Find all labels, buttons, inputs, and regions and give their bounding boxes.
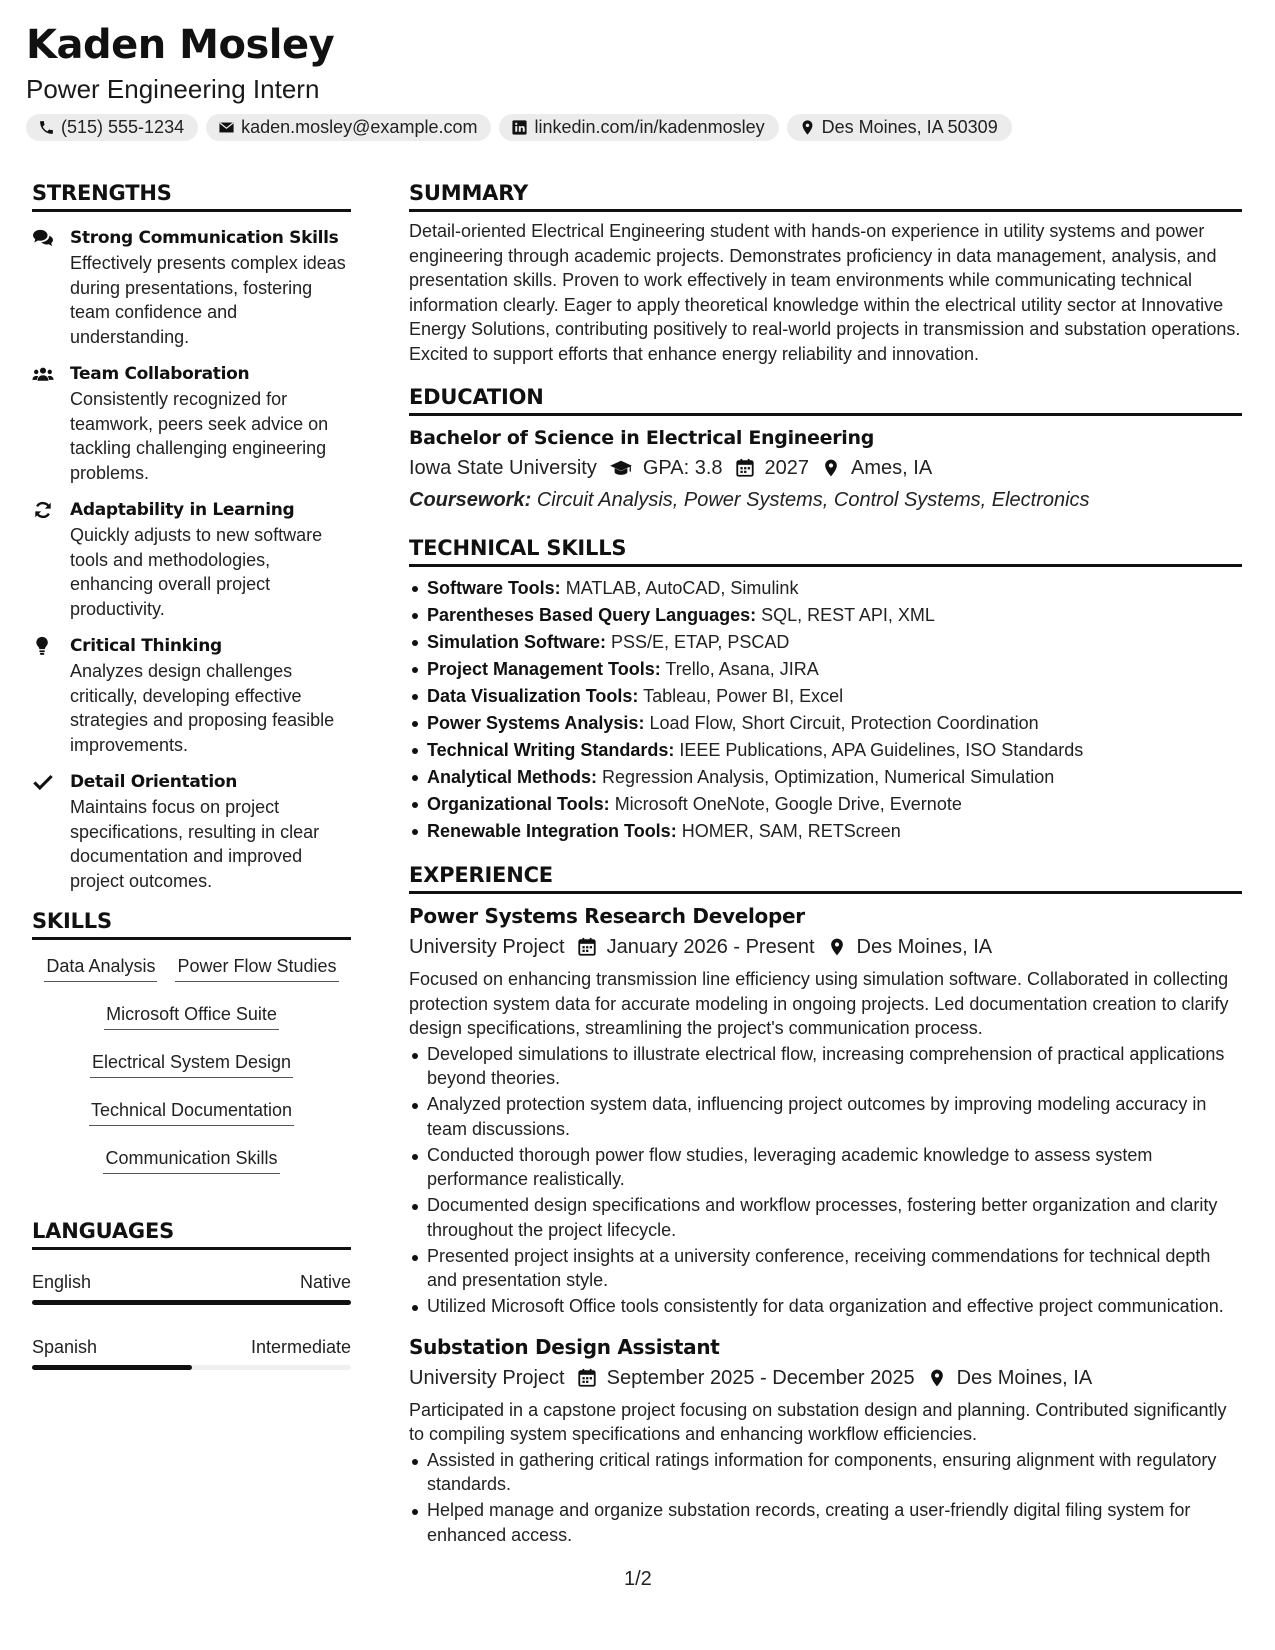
list-item	[409, 683, 1242, 710]
skill-tag: Microsoft Office Suite	[104, 1002, 279, 1030]
job-description: Focused on enhancing transmission line efficiency using simulation software. Collaborated in collecting protection system data for accurate modeling in ongoing projects. Led documentation creation to clarify design specifications, streamlining the project's communication process.	[409, 969, 1229, 1038]
contact-email[interactable]	[206, 114, 491, 141]
education-location: Ames, IA	[851, 457, 933, 479]
contact-location[interactable]	[787, 114, 1012, 141]
skill-category: Renewable Integration Tools:	[427, 821, 677, 841]
lightbulb-icon	[32, 636, 54, 656]
language-level: Native	[299, 1272, 351, 1292]
job-description: Participated in a capstone project focusing on substation design and planning. Contributed significantly to compiling system specifications and enhancing workflow efficiencies.	[409, 1399, 1227, 1444]
language-name: Spanish	[32, 1337, 98, 1357]
technical-skills-heading: TECHNICAL SKILLS	[409, 535, 1242, 567]
right-column	[409, 180, 1242, 1549]
job-location: Des Moines, IA	[956, 1366, 1093, 1389]
skill-category: Organizational Tools:	[427, 794, 610, 814]
list-item	[409, 764, 1242, 791]
list-item: Conducted thorough power flow studies, leveraging academic knowledge to assess system performance realistically.	[409, 1143, 1242, 1192]
skill-tag: Power Flow Studies	[175, 954, 338, 982]
strength-title: Critical Thinking	[70, 636, 222, 656]
experience-entry	[409, 1333, 1242, 1548]
skill-category: Technical Writing Standards:	[427, 740, 675, 760]
left-column	[32, 180, 351, 1400]
calendar-icon	[577, 937, 597, 957]
skill-category: Project Management Tools:	[427, 659, 661, 679]
skill-values: Tableau, Power BI, Excel	[643, 686, 844, 706]
job-bullets	[409, 1042, 1242, 1319]
map-pin-icon	[799, 119, 816, 136]
list-item	[409, 710, 1242, 737]
contact-phone-text: (515) 555-1234	[61, 117, 185, 137]
phone-icon	[38, 119, 55, 136]
job-title: Substation Design Assistant	[409, 1334, 720, 1359]
refresh-icon	[32, 500, 54, 520]
calendar-icon	[577, 1368, 597, 1388]
map-pin-icon	[827, 937, 847, 957]
education-year: 2027	[764, 457, 810, 479]
job-org: University Project	[409, 936, 565, 958]
skill-values: IEEE Publications, APA Guidelines, ISO Standards	[679, 740, 1084, 760]
coursework-list: Circuit Analysis, Power Systems, Control Systems, Electronics	[536, 489, 1090, 511]
education-meta	[409, 453, 1242, 483]
language-proficiency-fill	[32, 1365, 192, 1370]
strength-title: Team Collaboration	[70, 364, 250, 384]
list-item: Assisted in gathering critical ratings information for components, ensuring alignment with regulatory standards.	[409, 1448, 1242, 1497]
strength-item	[32, 226, 351, 349]
skill-category: Parentheses Based Query Languages:	[427, 605, 757, 625]
graduation-cap-icon	[609, 458, 633, 478]
summary-text: Detail-oriented Electrical Engineering student with hands-on experience in utility systems and power engineering through academic projects. Demonstrates proficiency in data management, analysis, and presentation skills. Proven to work effectively in team environments while communicating technical information clearly. Eager to apply theoretical knowledge within the electrical utility sector at Innovative Energy Solutions, contributing positively to real-world projects in transmission and substation operations. Excited to support efforts that enhance energy reliability and innovation.	[409, 221, 1241, 364]
skill-tag: Electrical System Design	[90, 1050, 293, 1078]
job-dates: January 2026 - Present	[606, 936, 815, 958]
list-item	[409, 791, 1242, 818]
technical-skills-list	[409, 575, 1242, 845]
strength-item	[32, 498, 351, 621]
map-pin-icon	[821, 458, 841, 478]
job-bullets	[409, 1448, 1242, 1548]
skill-values: Microsoft OneNote, Google Drive, Evernote	[614, 794, 962, 814]
experience-heading: EXPERIENCE	[409, 862, 1242, 894]
list-item	[409, 629, 1242, 656]
strength-item	[32, 362, 351, 485]
skill-category: Power Systems Analysis:	[427, 713, 645, 733]
language-item	[32, 1270, 351, 1305]
strength-item	[32, 770, 351, 893]
page-number: 1/2	[624, 1568, 652, 1590]
skill-category: Software Tools:	[427, 578, 561, 598]
education-school: Iowa State University	[409, 457, 597, 479]
skill-category: Analytical Methods:	[427, 767, 598, 787]
list-item	[409, 737, 1242, 764]
experience-entry	[409, 902, 1242, 1319]
candidate-name: Kaden Mosley	[26, 22, 335, 68]
education-gpa: GPA: 3.8	[642, 457, 723, 479]
list-item: Developed simulations to illustrate electrical flow, increasing comprehension of practical applications beyond theories.	[409, 1042, 1242, 1091]
language-level: Intermediate	[250, 1337, 351, 1357]
list-item	[409, 656, 1242, 683]
checkmark-icon	[32, 772, 54, 792]
list-item: Presented project insights at a university conference, receiving commendations for technical depth and presentation style.	[409, 1244, 1242, 1293]
language-proficiency-bar	[32, 1300, 351, 1305]
skill-tag: Communication Skills	[103, 1146, 279, 1174]
strength-description: Effectively presents complex ideas during presentations, fostering team confidence and understanding.	[70, 253, 346, 347]
linkedin-icon	[511, 119, 528, 136]
job-title: Power Systems Research Developer	[409, 904, 805, 928]
job-meta	[409, 932, 1242, 962]
language-proficiency-fill	[32, 1300, 351, 1305]
job-dates: September 2025 - December 2025	[606, 1366, 915, 1389]
contact-phone[interactable]	[26, 114, 198, 141]
language-proficiency-bar	[32, 1365, 351, 1370]
language-item	[32, 1335, 351, 1370]
languages-list	[32, 1270, 351, 1370]
strength-description: Quickly adjusts to new software tools and methodologies, enhancing overall project productivity.	[70, 525, 323, 619]
strength-title: Strong Communication Skills	[70, 228, 339, 248]
skill-tag: Data Analysis	[44, 954, 157, 982]
summary-heading: SUMMARY	[409, 180, 1242, 212]
calendar-icon	[735, 458, 755, 478]
skill-values: MATLAB, AutoCAD, Simulink	[565, 578, 799, 598]
job-org: University Project	[409, 1366, 565, 1389]
contact-email-text: kaden.mosley@example.com	[241, 117, 478, 137]
education-degree: Bachelor of Science in Electrical Engineering	[409, 427, 874, 449]
list-item: Documented design specifications and workflow processes, fostering better organization and clarity throughout the project lifecycle.	[409, 1193, 1242, 1242]
education-heading: EDUCATION	[409, 384, 1242, 416]
strengths-list	[32, 226, 351, 893]
skill-values: HOMER, SAM, RETScreen	[681, 821, 901, 841]
map-pin-icon	[927, 1368, 947, 1388]
strength-title: Detail Orientation	[70, 772, 238, 792]
skills-heading: SKILLS	[32, 908, 351, 940]
skill-values: Load Flow, Short Circuit, Protection Coordination	[649, 713, 1039, 733]
job-location: Des Moines, IA	[856, 936, 993, 958]
skill-values: SQL, REST API, XML	[761, 605, 935, 625]
list-item: Utilized Microsoft Office tools consistently for data organization and effective project communication.	[409, 1294, 1242, 1319]
contact-linkedin-text: linkedin.com/in/kadenmosley	[534, 117, 765, 137]
strength-description: Consistently recognized for teamwork, peers seek advice on tackling challenging engineering problems.	[70, 389, 329, 483]
strength-description: Analyzes design challenges critically, developing effective strategies and proposing feasible improvements.	[70, 661, 335, 755]
list-item: Analyzed protection system data, influencing project outcomes by improving modeling accuracy in team discussions.	[409, 1092, 1242, 1141]
skill-category: Data Visualization Tools:	[427, 686, 639, 706]
skill-values: PSS/E, ETAP, PSCAD	[611, 632, 790, 652]
list-item: Helped manage and organize substation records, creating a user-friendly digital filing system for enhanced access.	[409, 1498, 1242, 1547]
coursework-label: Coursework:	[409, 489, 532, 511]
contact-linkedin[interactable]	[499, 114, 778, 141]
language-name: English	[32, 1272, 92, 1292]
contact-bar	[26, 114, 1012, 141]
list-item	[409, 818, 1242, 845]
skill-values: Regression Analysis, Optimization, Numerical Simulation	[602, 767, 1055, 787]
contact-location-text: Des Moines, IA 50309	[821, 117, 998, 137]
strength-title: Adaptability in Learning	[70, 500, 295, 520]
skills-list	[32, 954, 351, 1174]
strength-item	[32, 634, 351, 757]
skill-category: Simulation Software:	[427, 632, 607, 652]
strength-description: Maintains focus on project specifications, resulting in clear documentation and improved project outcomes.	[70, 797, 320, 891]
list-item	[409, 575, 1242, 602]
envelope-icon	[218, 119, 235, 136]
languages-heading: LANGUAGES	[32, 1218, 351, 1250]
skill-values: Trello, Asana, JIRA	[665, 659, 819, 679]
education-coursework	[409, 485, 1242, 515]
comments-icon	[32, 228, 54, 248]
list-item	[409, 602, 1242, 629]
skill-tag: Technical Documentation	[89, 1098, 294, 1126]
candidate-title: Power Engineering Intern	[26, 74, 320, 104]
users-icon	[32, 364, 54, 384]
job-meta	[409, 1363, 1242, 1393]
strengths-heading: STRENGTHS	[32, 180, 351, 212]
